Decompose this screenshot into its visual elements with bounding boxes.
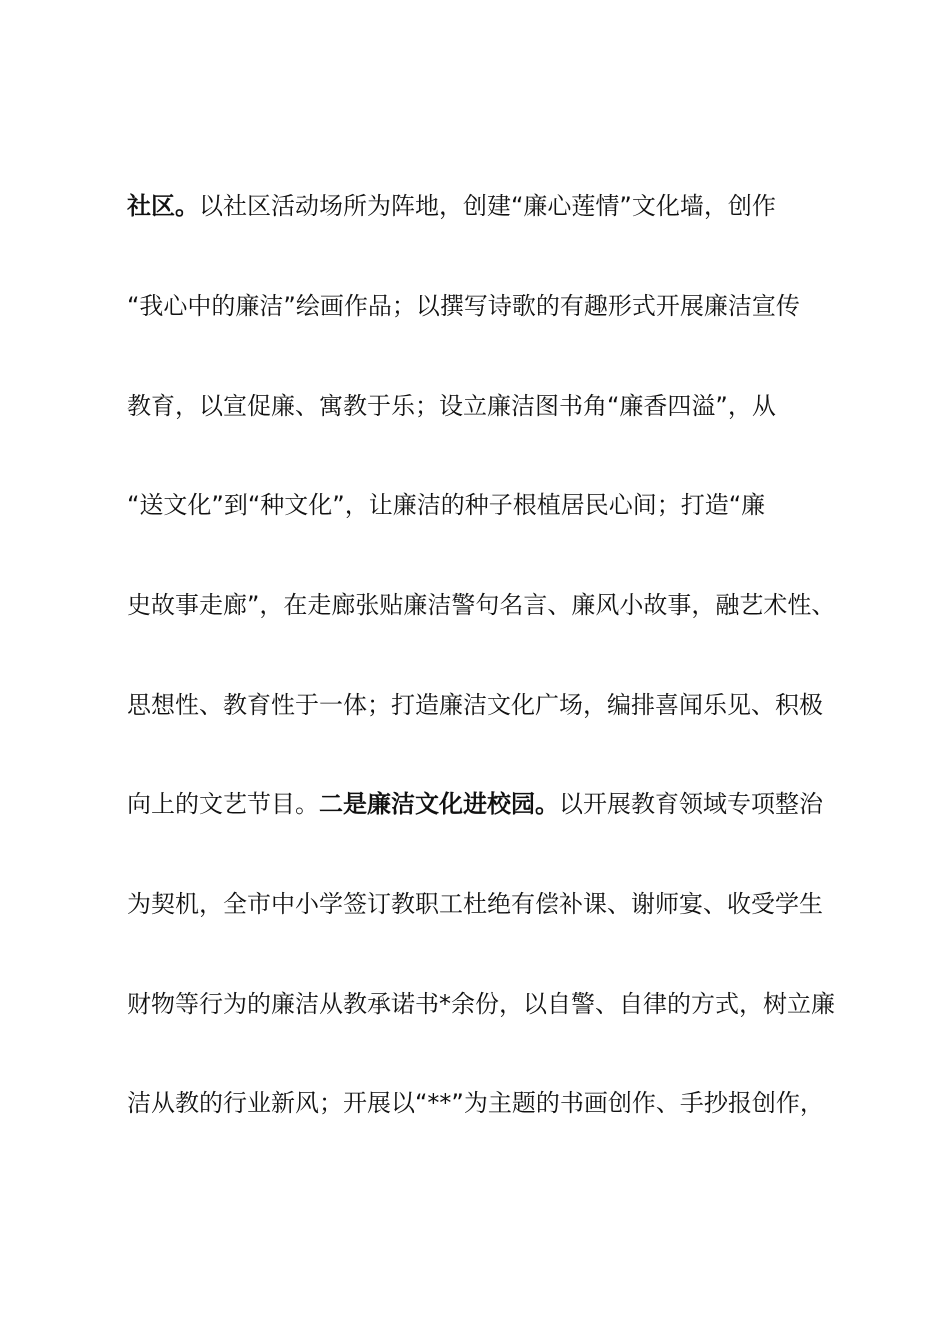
- paragraph-line-2: [127, 289, 847, 323]
- line-text: 教育，以宣促廉、寓教于乐；设立廉洁图书角“廉香四溢”，从: [127, 392, 776, 420]
- paragraph-line-4: [127, 488, 847, 522]
- paragraph-line-9: [127, 987, 847, 1021]
- paragraph-line-6: [127, 688, 847, 722]
- bold-heading-community: 社区。: [127, 192, 199, 220]
- line-text: 为契机，全市中小学签订教职工杜绝有偿补课、谢师宴、收受学生: [127, 890, 823, 918]
- line-text: 史故事走廊”，在走廊张贴廉洁警句名言、廉风小故事，融艺术性、: [127, 591, 836, 619]
- line-text: 以开展教育领域专项整治: [559, 790, 823, 818]
- line-text: 洁从教的行业新风；开展以“**”为主题的书画创作、手抄报创作，: [127, 1089, 824, 1117]
- line-text: 向上的文艺节目。: [127, 790, 319, 818]
- bold-heading-campus: 二是廉洁文化进校园。: [319, 790, 559, 818]
- paragraph-line-5: [127, 588, 847, 622]
- line-text: “我心中的廉洁”绘画作品；以撰写诗歌的有趣形式开展廉洁宣传: [127, 292, 800, 320]
- paragraph-line-1: [127, 189, 847, 223]
- paragraph-line-7: [127, 787, 847, 821]
- line-text: “送文化”到“种文化”，让廉洁的种子根植居民心间；打造“廉: [127, 491, 766, 519]
- paragraph-line-10: [127, 1086, 847, 1120]
- paragraph-line-8: [127, 887, 847, 921]
- line-text: 财物等行为的廉洁从教承诺书*余份，以自警、自律的方式，树立廉: [127, 990, 835, 1018]
- line-text: 以社区活动场所为阵地，创建“廉心莲情”文化墙，创作: [199, 192, 776, 220]
- line-text: 思想性、教育性于一体；打造廉洁文化广场，编排喜闻乐见、积极: [127, 691, 823, 719]
- paragraph-line-3: [127, 389, 847, 423]
